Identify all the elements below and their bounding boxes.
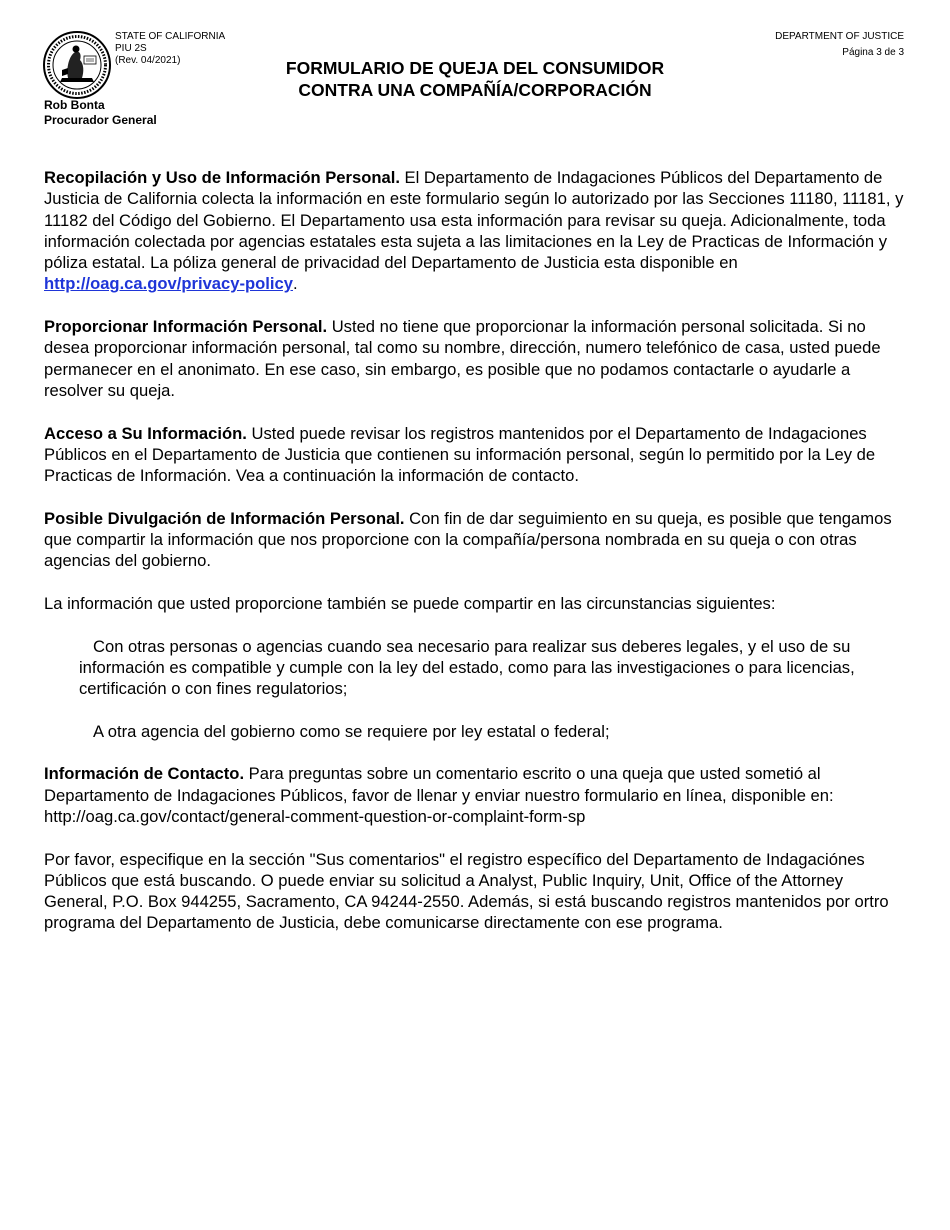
paragraph-circumstance-1: Con otras personas o agencias cuando sea necesario para realizar sus deberes legales, y el uso de su información es compatible y cumple con la ley del estado, como para las investigaciones o para licencias, certificación o con fines regulatorios; (79, 636, 855, 699)
page-number: Página 3 de 3 (842, 47, 904, 58)
attorney-name: Rob Bonta (44, 98, 105, 112)
paragraph-end: . (292, 274, 298, 294)
paragraph-text: Usted puede revisar los registros mantenidos por el Departamento de Indagaciones Públicos en el Departamento de Justicia que contienen su información personal, según lo permitido por la Ley de Practicas de Información. Vea a continuación la información de contacto. (44, 423, 876, 486)
page-title (0, 57, 950, 101)
paragraph-circumstances: La información que usted proporcione también se puede compartir en las circunstancias siguientes: (44, 593, 776, 613)
title-line-2: CONTRA UNA COMPAÑÍA/CORPORACIÓN (298, 80, 652, 100)
paragraph-text: El Departamento de Indagaciones Públicos del Departamento de Justicia de California colecta la información en este formulario según lo autorizado por las Secciones 11180, 11181, y 11182 del Código del Gobierno. El Departamento usa esta información para revisar su queja. Adicionalmente, toda información colectada por agencias estatales esta sujeta a las limitaciones en la Ley de Practicas de Información y póliza estatal. La póliza general de privacidad del Departamento de Justicia esta disponible en (44, 168, 904, 273)
paragraph-text: Con fin de dar seguimiento en su queja, es posible que tengamos que compartir la información que nos proporcione con la compañía/persona nombrada en su queja o con otras agencias del gobierno. (44, 508, 892, 571)
department-label: DEPARTMENT OF JUSTICE (775, 31, 904, 42)
privacy-policy-link[interactable]: http://oag.ca.gov/privacy-policy (44, 274, 293, 294)
title-line-1: FORMULARIO DE QUEJA DEL CONSUMIDOR (285, 58, 665, 78)
paragraph-text: Usted no tiene que proporcionar la información personal solicitada. Si no desea proporcionar información personal, tal como su nombre, dirección, numero telefónico de casa, usted puede permanecer en el anonimato. En ese caso, sin embargo, es posible que no podamos contactarle o ayudarle a resolver su queja. (44, 317, 881, 400)
paragraph-collection-use (44, 167, 910, 295)
paragraph-heading: Información de Contacto. (44, 764, 245, 784)
document-body (44, 167, 910, 955)
paragraph-text: Para preguntas sobre un comentario escrito o una queja que usted sometió al Departamento de Indagaciones Públicos, favor de llenar y enviar nuestro formulario en línea, disponible en: http://oag.ca.gov/contact/general-comment-question-or-complaint-form-sp (44, 764, 834, 826)
form-id: PIU 2S (115, 43, 147, 54)
paragraph-heading: Posible Divulgación de Información Personal. (44, 508, 405, 528)
attorney-block (44, 98, 157, 128)
paragraph-heading: Acceso a Su Información. (44, 423, 247, 443)
attorney-title: Procurador General (44, 113, 157, 127)
paragraph-contact (44, 763, 910, 827)
paragraph-heading: Proporcionar Información Personal. (44, 317, 328, 337)
paragraph-heading: Recopilación y Uso de Información Personal. (44, 168, 400, 187)
form-revision: (Rev. 04/2021) (115, 55, 181, 66)
paragraph-access (44, 423, 910, 487)
paragraph-providing-info (44, 316, 910, 401)
paragraph-request: Por favor, especifique en la sección "Sus comentarios" el registro específico del Departamento de Indagaciónes Públicos que está buscando. O puede enviar su solicitud a Analyst, Public Inquiry, Unit, Office of the Attorney General, P.O. Box 944255, Sacramento, CA 94244-2550. Además, si está buscando registros mantenidos por ortro programa del Departamento de Justicia, debe comunicarse directamente con ese programa. (44, 849, 889, 933)
paragraph-circumstance-2: A otra agencia del gobierno como se requiere por ley estatal o federal; (93, 721, 610, 741)
paragraph-disclosure (44, 508, 910, 572)
department-block (775, 31, 904, 59)
state-label: STATE OF CALIFORNIA (115, 31, 226, 42)
